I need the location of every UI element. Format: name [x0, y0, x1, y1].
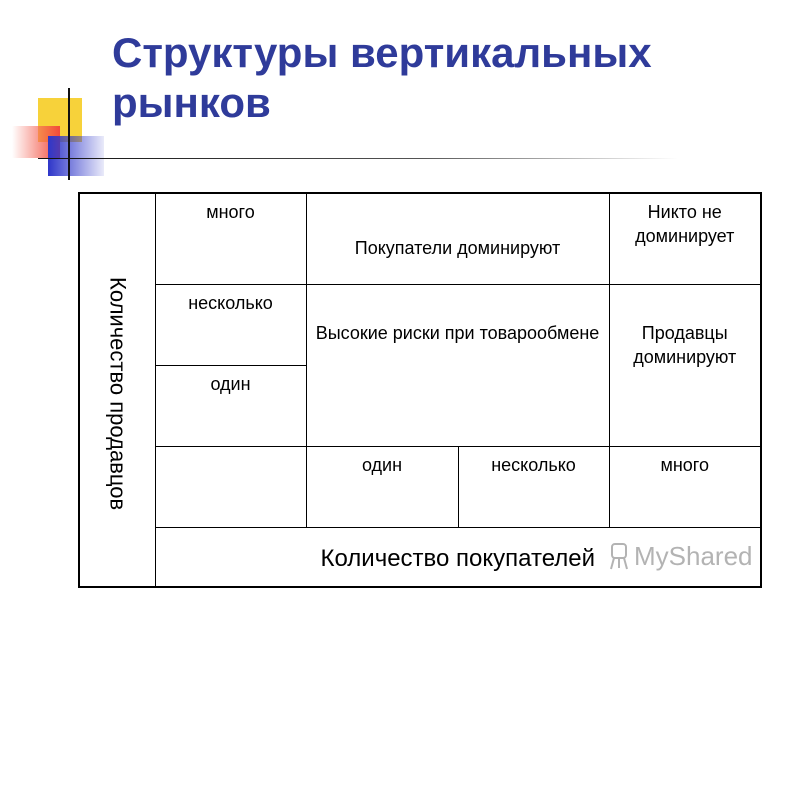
- seller-row-several: несколько: [155, 284, 306, 365]
- watermark-text: MyShared: [634, 540, 753, 571]
- buyer-col-several: несколько: [458, 446, 609, 527]
- cell-sellers-dominate: Продавцы доминируют: [609, 284, 761, 446]
- seller-row-many: много: [155, 193, 306, 284]
- buyer-col-one: один: [306, 446, 458, 527]
- buyer-col-many: много: [609, 446, 761, 527]
- decor-blue-square: [48, 136, 104, 176]
- market-structure-table: [78, 192, 762, 588]
- seller-row-one: один: [155, 365, 306, 446]
- cell-buyers-dominate: Покупатели доминируют: [306, 193, 609, 284]
- cell-nobody-dominates: Никто не доминирует: [609, 193, 761, 284]
- empty-corner-cell: [155, 446, 306, 527]
- cell-high-risks: Высокие риски при товарообмене: [306, 284, 609, 446]
- decor-horizontal-line: [38, 158, 678, 159]
- buyers-axis-label: Количество покупателей: [155, 527, 761, 587]
- decor-vertical-line: [68, 88, 70, 180]
- sellers-axis-label: Количество продавцов: [105, 277, 131, 511]
- sellers-axis-cell: [79, 193, 155, 587]
- page-title: Структуры вертикальных рынков: [112, 29, 652, 126]
